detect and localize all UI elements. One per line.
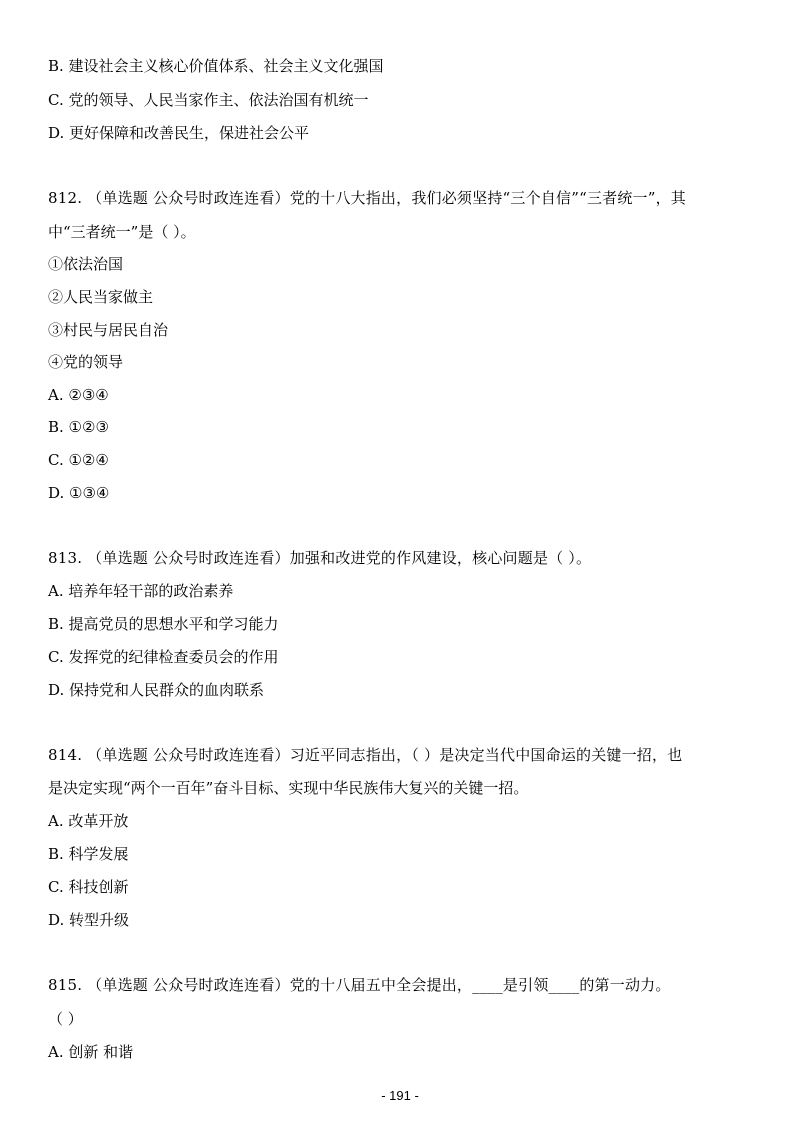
q812-item-2: ②人民当家做主 <box>48 288 154 306</box>
q812-item-3: ③村民与居民自治 <box>48 321 169 339</box>
q812-option-d: D. ①③④ <box>48 484 110 502</box>
q814-option-d: D. 转型升级 <box>48 911 130 929</box>
prev-option-c: C. 党的领导、人民当家作主、依法治国有机统一 <box>48 91 369 109</box>
q813-option-d: D. 保持党和人民群众的血肉联系 <box>48 681 265 699</box>
q813-stem-line1: 813. （单选题 公众号时政连连看）加强和改进党的作风建设，核心问题是（ ）。 <box>48 549 592 567</box>
q812-option-c: C. ①②④ <box>48 451 109 469</box>
q812-stem-line1: 812. （单选题 公众号时政连连看）党的十八大指出，我们必须坚持“三个自信”“三者统一”，其 <box>48 189 687 207</box>
q812-option-b: B. ①②③ <box>48 418 109 436</box>
q814-option-c: C. 科技创新 <box>48 878 129 896</box>
q815-stem-line1: 815. （单选题 公众号时政连连看）党的十八届五中全会提出，____是引领____的第一动力。 <box>48 976 671 994</box>
q813-option-c: C. 发挥党的纪律检查委员会的作用 <box>48 648 279 666</box>
q812-option-a: A. ②③④ <box>48 386 109 404</box>
q812-stem-line2: 中“三者统一”是（ ）。 <box>48 223 196 241</box>
page-number: - 191 - <box>381 1088 419 1103</box>
q815-option-a: A. 创新 和谐 <box>48 1043 134 1061</box>
q814-stem-line1: 814. （单选题 公众号时政连连看）习近平同志指出，（ ）是决定当代中国命运的关键一招，也 <box>48 746 683 764</box>
q813-option-a: A. 培养年轻干部的政治素养 <box>48 582 234 600</box>
q814-option-a: A. 改革开放 <box>48 812 129 830</box>
q815-stem-line2: （ ） <box>48 1010 83 1028</box>
prev-option-b: B. 建设社会主义核心价值体系、社会主义文化强国 <box>48 57 384 75</box>
q812-item-4: ④党的领导 <box>48 353 124 371</box>
prev-option-d: D. 更好保障和改善民生，保进社会公平 <box>48 124 310 142</box>
q812-item-1: ①依法治国 <box>48 255 124 273</box>
q814-stem-line2: 是决定实现“两个一百年”奋斗目标、实现中华民族伟大复兴的关键一招。 <box>48 779 529 797</box>
q813-option-b: B. 提高党员的思想水平和学习能力 <box>48 615 279 633</box>
q814-option-b: B. 科学发展 <box>48 845 129 863</box>
